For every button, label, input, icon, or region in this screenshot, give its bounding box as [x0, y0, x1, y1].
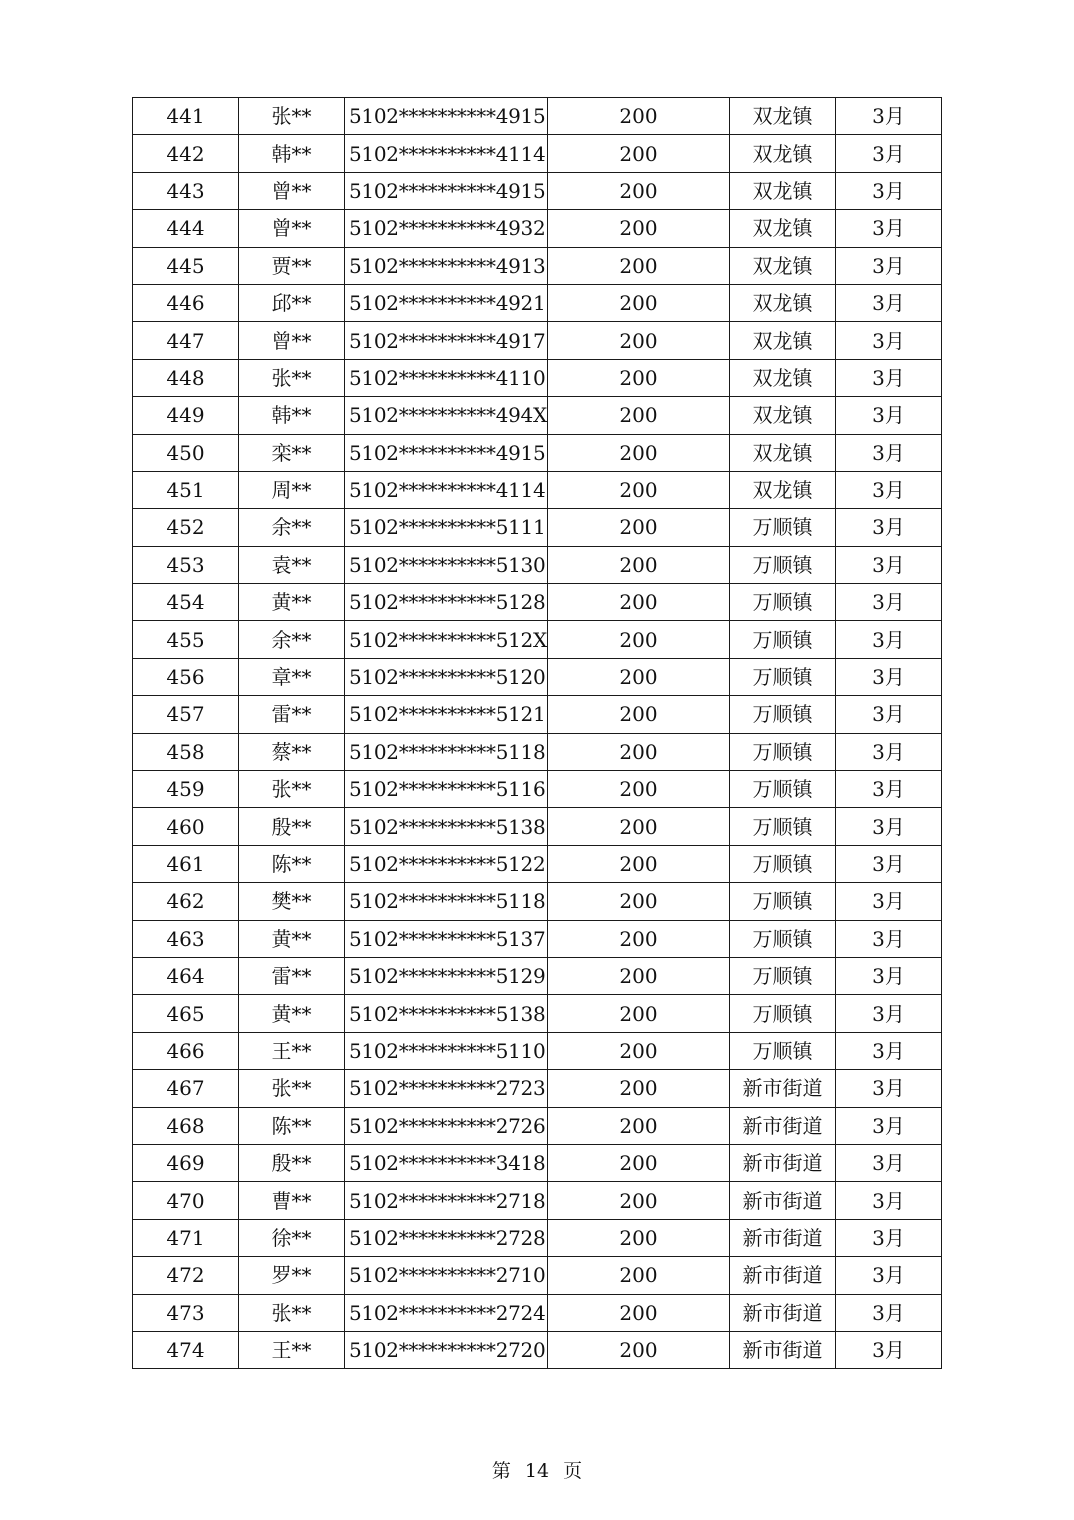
- amount-cell: 200: [548, 172, 730, 209]
- row-number-cell: 455: [133, 621, 239, 658]
- person-name-cell: 殷**: [239, 1144, 345, 1181]
- month-cell: 3月: [836, 995, 942, 1032]
- person-name-cell: 栾**: [239, 434, 345, 471]
- town-cell: 万顺镇: [730, 658, 836, 695]
- town-cell: 双龙镇: [730, 98, 836, 135]
- id-number-cell: 5102**********5128: [345, 584, 548, 621]
- town-cell: 新市街道: [730, 1219, 836, 1256]
- id-number-cell: 5102**********2728: [345, 1219, 548, 1256]
- month-cell: 3月: [836, 98, 942, 135]
- row-number-cell: 461: [133, 845, 239, 882]
- month-cell: 3月: [836, 920, 942, 957]
- id-number-cell: 5102**********5118: [345, 883, 548, 920]
- town-cell: 双龙镇: [730, 359, 836, 396]
- table-row: [133, 1032, 942, 1069]
- month-cell: 3月: [836, 135, 942, 172]
- amount-cell: 200: [548, 621, 730, 658]
- town-cell: 双龙镇: [730, 397, 836, 434]
- town-cell: 万顺镇: [730, 621, 836, 658]
- town-cell: 双龙镇: [730, 434, 836, 471]
- id-number-cell: 5102**********2718: [345, 1182, 548, 1219]
- person-name-cell: 韩**: [239, 397, 345, 434]
- id-number-cell: 5102**********512X: [345, 621, 548, 658]
- month-cell: 3月: [836, 397, 942, 434]
- row-number-cell: 457: [133, 696, 239, 733]
- row-number-cell: 451: [133, 471, 239, 508]
- table-row: [133, 584, 942, 621]
- id-number-cell: 5102**********5130: [345, 546, 548, 583]
- person-name-cell: 黄**: [239, 920, 345, 957]
- amount-cell: 200: [548, 957, 730, 994]
- row-number-cell: 470: [133, 1182, 239, 1219]
- month-cell: 3月: [836, 509, 942, 546]
- id-number-cell: 5102**********3418: [345, 1144, 548, 1181]
- table-row: [133, 247, 942, 284]
- month-cell: 3月: [836, 621, 942, 658]
- town-cell: 新市街道: [730, 1144, 836, 1181]
- table-row: [133, 808, 942, 845]
- table-row: [133, 284, 942, 321]
- amount-cell: 200: [548, 322, 730, 359]
- town-cell: 万顺镇: [730, 584, 836, 621]
- amount-cell: 200: [548, 658, 730, 695]
- amount-cell: 200: [548, 733, 730, 770]
- month-cell: 3月: [836, 210, 942, 247]
- town-cell: 新市街道: [730, 1107, 836, 1144]
- table-row: [133, 1219, 942, 1256]
- person-name-cell: 陈**: [239, 1107, 345, 1144]
- id-number-cell: 5102**********2726: [345, 1107, 548, 1144]
- amount-cell: 200: [548, 808, 730, 845]
- table-row: [133, 359, 942, 396]
- person-name-cell: 贾**: [239, 247, 345, 284]
- table-row: [133, 509, 942, 546]
- month-cell: 3月: [836, 1144, 942, 1181]
- amount-cell: 200: [548, 883, 730, 920]
- row-number-cell: 465: [133, 995, 239, 1032]
- row-number-cell: 441: [133, 98, 239, 135]
- town-cell: 万顺镇: [730, 995, 836, 1032]
- person-name-cell: 雷**: [239, 696, 345, 733]
- town-cell: 万顺镇: [730, 1032, 836, 1069]
- id-number-cell: 5102**********4110: [345, 359, 548, 396]
- town-cell: 新市街道: [730, 1294, 836, 1331]
- amount-cell: 200: [548, 1144, 730, 1181]
- person-name-cell: 曾**: [239, 322, 345, 359]
- table-row: [133, 1294, 942, 1331]
- town-cell: 双龙镇: [730, 471, 836, 508]
- amount-cell: 200: [548, 1107, 730, 1144]
- town-cell: 双龙镇: [730, 284, 836, 321]
- row-number-cell: 469: [133, 1144, 239, 1181]
- row-number-cell: 474: [133, 1331, 239, 1368]
- person-name-cell: 余**: [239, 621, 345, 658]
- person-name-cell: 樊**: [239, 883, 345, 920]
- id-number-cell: 5102**********4114: [345, 471, 548, 508]
- table-row: [133, 1257, 942, 1294]
- person-name-cell: 王**: [239, 1032, 345, 1069]
- table-row: [133, 1107, 942, 1144]
- id-number-cell: 5102**********4921: [345, 284, 548, 321]
- table-row: [133, 845, 942, 882]
- person-name-cell: 徐**: [239, 1219, 345, 1256]
- month-cell: 3月: [836, 1070, 942, 1107]
- town-cell: 万顺镇: [730, 920, 836, 957]
- table-row: [133, 696, 942, 733]
- table-row: [133, 98, 942, 135]
- month-cell: 3月: [836, 471, 942, 508]
- table-row: [133, 322, 942, 359]
- amount-cell: 200: [548, 1182, 730, 1219]
- amount-cell: 200: [548, 284, 730, 321]
- id-number-cell: 5102**********5118: [345, 733, 548, 770]
- id-number-cell: 5102**********2720: [345, 1331, 548, 1368]
- person-name-cell: 王**: [239, 1331, 345, 1368]
- table-row: [133, 1070, 942, 1107]
- amount-cell: 200: [548, 397, 730, 434]
- town-cell: 双龙镇: [730, 322, 836, 359]
- row-number-cell: 443: [133, 172, 239, 209]
- month-cell: 3月: [836, 1294, 942, 1331]
- table-row: [133, 771, 942, 808]
- row-number-cell: 456: [133, 658, 239, 695]
- town-cell: 双龙镇: [730, 210, 836, 247]
- person-name-cell: 章**: [239, 658, 345, 695]
- id-number-cell: 5102**********2724: [345, 1294, 548, 1331]
- town-cell: 万顺镇: [730, 546, 836, 583]
- amount-cell: 200: [548, 546, 730, 583]
- month-cell: 3月: [836, 733, 942, 770]
- month-cell: 3月: [836, 658, 942, 695]
- month-cell: 3月: [836, 359, 942, 396]
- town-cell: 万顺镇: [730, 771, 836, 808]
- person-name-cell: 邱**: [239, 284, 345, 321]
- id-number-cell: 5102**********5111: [345, 509, 548, 546]
- table-row: [133, 397, 942, 434]
- row-number-cell: 448: [133, 359, 239, 396]
- amount-cell: 200: [548, 471, 730, 508]
- id-number-cell: 5102**********4913: [345, 247, 548, 284]
- person-name-cell: 张**: [239, 1294, 345, 1331]
- row-number-cell: 446: [133, 284, 239, 321]
- id-number-cell: 5102**********5122: [345, 845, 548, 882]
- page-footer: [0, 1456, 1074, 1483]
- person-name-cell: 蔡**: [239, 733, 345, 770]
- id-number-cell: 5102**********4915: [345, 98, 548, 135]
- town-cell: 双龙镇: [730, 135, 836, 172]
- id-number-cell: 5102**********5138: [345, 808, 548, 845]
- town-cell: 双龙镇: [730, 172, 836, 209]
- month-cell: 3月: [836, 771, 942, 808]
- records-table: [132, 97, 942, 1369]
- row-number-cell: 444: [133, 210, 239, 247]
- table-row: [133, 1331, 942, 1368]
- table-row: [133, 434, 942, 471]
- town-cell: 新市街道: [730, 1257, 836, 1294]
- table-row: [133, 210, 942, 247]
- amount-cell: 200: [548, 98, 730, 135]
- month-cell: 3月: [836, 322, 942, 359]
- table-body: [133, 98, 942, 1369]
- table-row: [133, 1182, 942, 1219]
- person-name-cell: 殷**: [239, 808, 345, 845]
- row-number-cell: 471: [133, 1219, 239, 1256]
- month-cell: 3月: [836, 1331, 942, 1368]
- town-cell: 万顺镇: [730, 808, 836, 845]
- table-row: [133, 546, 942, 583]
- amount-cell: 200: [548, 434, 730, 471]
- amount-cell: 200: [548, 771, 730, 808]
- row-number-cell: 445: [133, 247, 239, 284]
- row-number-cell: 452: [133, 509, 239, 546]
- page-suffix: 页: [563, 1460, 583, 1482]
- row-number-cell: 447: [133, 322, 239, 359]
- row-number-cell: 467: [133, 1070, 239, 1107]
- row-number-cell: 473: [133, 1294, 239, 1331]
- page-prefix: 第: [491, 1460, 511, 1482]
- person-name-cell: 雷**: [239, 957, 345, 994]
- person-name-cell: 周**: [239, 471, 345, 508]
- person-name-cell: 罗**: [239, 1257, 345, 1294]
- amount-cell: 200: [548, 509, 730, 546]
- person-name-cell: 曹**: [239, 1182, 345, 1219]
- amount-cell: 200: [548, 1219, 730, 1256]
- person-name-cell: 张**: [239, 1070, 345, 1107]
- amount-cell: 200: [548, 1070, 730, 1107]
- row-number-cell: 450: [133, 434, 239, 471]
- town-cell: 万顺镇: [730, 733, 836, 770]
- table-row: [133, 920, 942, 957]
- town-cell: 万顺镇: [730, 883, 836, 920]
- amount-cell: 200: [548, 995, 730, 1032]
- amount-cell: 200: [548, 1257, 730, 1294]
- amount-cell: 200: [548, 845, 730, 882]
- person-name-cell: 张**: [239, 771, 345, 808]
- row-number-cell: 449: [133, 397, 239, 434]
- amount-cell: 200: [548, 359, 730, 396]
- month-cell: 3月: [836, 584, 942, 621]
- month-cell: 3月: [836, 284, 942, 321]
- id-number-cell: 5102**********4915: [345, 434, 548, 471]
- row-number-cell: 453: [133, 546, 239, 583]
- month-cell: 3月: [836, 696, 942, 733]
- person-name-cell: 黄**: [239, 995, 345, 1032]
- town-cell: 万顺镇: [730, 509, 836, 546]
- amount-cell: 200: [548, 1032, 730, 1069]
- page-number: 14: [524, 1460, 550, 1482]
- row-number-cell: 459: [133, 771, 239, 808]
- person-name-cell: 余**: [239, 509, 345, 546]
- row-number-cell: 466: [133, 1032, 239, 1069]
- person-name-cell: 韩**: [239, 135, 345, 172]
- person-name-cell: 曾**: [239, 210, 345, 247]
- id-number-cell: 5102**********4932: [345, 210, 548, 247]
- table-row: [133, 658, 942, 695]
- month-cell: 3月: [836, 247, 942, 284]
- table-row: [133, 471, 942, 508]
- id-number-cell: 5102**********4917: [345, 322, 548, 359]
- id-number-cell: 5102**********4915: [345, 172, 548, 209]
- row-number-cell: 463: [133, 920, 239, 957]
- month-cell: 3月: [836, 1107, 942, 1144]
- id-number-cell: 5102**********5129: [345, 957, 548, 994]
- table-row: [133, 883, 942, 920]
- month-cell: 3月: [836, 546, 942, 583]
- amount-cell: 200: [548, 1294, 730, 1331]
- person-name-cell: 袁**: [239, 546, 345, 583]
- person-name-cell: 张**: [239, 98, 345, 135]
- amount-cell: 200: [548, 247, 730, 284]
- month-cell: 3月: [836, 957, 942, 994]
- month-cell: 3月: [836, 1032, 942, 1069]
- person-name-cell: 曾**: [239, 172, 345, 209]
- person-name-cell: 黄**: [239, 584, 345, 621]
- month-cell: 3月: [836, 808, 942, 845]
- table-row: [133, 957, 942, 994]
- amount-cell: 200: [548, 920, 730, 957]
- town-cell: 双龙镇: [730, 247, 836, 284]
- row-number-cell: 442: [133, 135, 239, 172]
- row-number-cell: 464: [133, 957, 239, 994]
- person-name-cell: 张**: [239, 359, 345, 396]
- amount-cell: 200: [548, 210, 730, 247]
- month-cell: 3月: [836, 883, 942, 920]
- town-cell: 新市街道: [730, 1182, 836, 1219]
- town-cell: 万顺镇: [730, 696, 836, 733]
- table-row: [133, 1144, 942, 1181]
- person-name-cell: 陈**: [239, 845, 345, 882]
- town-cell: 新市街道: [730, 1070, 836, 1107]
- id-number-cell: 5102**********5121: [345, 696, 548, 733]
- table-row: [133, 135, 942, 172]
- month-cell: 3月: [836, 1257, 942, 1294]
- row-number-cell: 458: [133, 733, 239, 770]
- town-cell: 万顺镇: [730, 845, 836, 882]
- id-number-cell: 5102**********2723: [345, 1070, 548, 1107]
- month-cell: 3月: [836, 172, 942, 209]
- town-cell: 万顺镇: [730, 957, 836, 994]
- table-row: [133, 621, 942, 658]
- table-row: [133, 733, 942, 770]
- amount-cell: 200: [548, 696, 730, 733]
- month-cell: 3月: [836, 1182, 942, 1219]
- town-cell: 新市街道: [730, 1331, 836, 1368]
- month-cell: 3月: [836, 845, 942, 882]
- table-row: [133, 172, 942, 209]
- id-number-cell: 5102**********2710: [345, 1257, 548, 1294]
- id-number-cell: 5102**********4114: [345, 135, 548, 172]
- id-number-cell: 5102**********5116: [345, 771, 548, 808]
- id-number-cell: 5102**********5138: [345, 995, 548, 1032]
- month-cell: 3月: [836, 1219, 942, 1256]
- id-number-cell: 5102**********5137: [345, 920, 548, 957]
- row-number-cell: 460: [133, 808, 239, 845]
- row-number-cell: 468: [133, 1107, 239, 1144]
- amount-cell: 200: [548, 135, 730, 172]
- row-number-cell: 454: [133, 584, 239, 621]
- row-number-cell: 472: [133, 1257, 239, 1294]
- id-number-cell: 5102**********494X: [345, 397, 548, 434]
- month-cell: 3月: [836, 434, 942, 471]
- row-number-cell: 462: [133, 883, 239, 920]
- id-number-cell: 5102**********5110: [345, 1032, 548, 1069]
- amount-cell: 200: [548, 1331, 730, 1368]
- table-row: [133, 995, 942, 1032]
- amount-cell: 200: [548, 584, 730, 621]
- id-number-cell: 5102**********5120: [345, 658, 548, 695]
